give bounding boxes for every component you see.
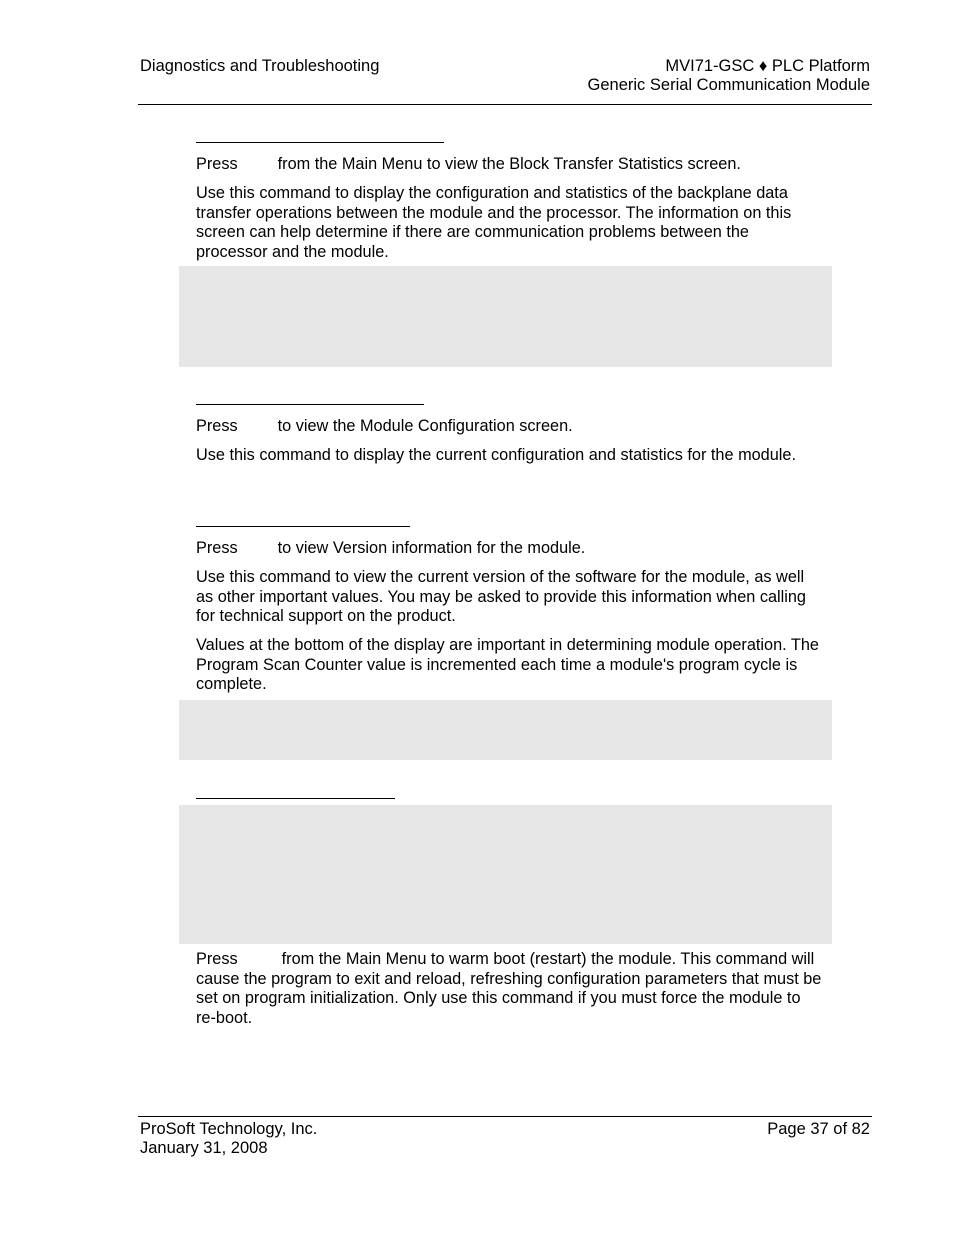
press-word: Press xyxy=(196,950,238,968)
section-heading-underline xyxy=(196,798,395,799)
footer-date: January 31, 2008 xyxy=(140,1139,268,1157)
press-instruction xyxy=(196,155,821,175)
section-heading-underline xyxy=(196,526,410,527)
body-paragraph: Use this command to view the current version of the software for the module, as well as other important values. You may be asked to provide this information when calling for technical support on the product. xyxy=(196,568,806,626)
screen-example-box xyxy=(179,805,832,944)
page-number: Page 37 of 82 xyxy=(767,1120,870,1138)
header-section-title: Diagnostics and Troubleshooting xyxy=(140,57,380,75)
header-rule xyxy=(138,104,872,105)
body-paragraph: Values at the bottom of the display are important in determining module operation. The Program Scan Counter value is incremented each time a module's program cycle is complete. xyxy=(196,636,819,694)
body-paragraph: Use this command to display the current configuration and statistics for the module. xyxy=(196,446,796,464)
press-text: to view the Module Configuration screen. xyxy=(277,417,573,435)
header-product-line1: MVI71-GSC ♦ PLC Platform xyxy=(665,57,870,75)
footer-rule xyxy=(138,1116,872,1117)
press-text: to view Version information for the module. xyxy=(277,539,586,557)
footer-company: ProSoft Technology, Inc. xyxy=(140,1120,318,1138)
header-product xyxy=(588,57,870,95)
screen-example-box xyxy=(179,700,832,760)
press-text: from the Main Menu to view the Block Transfer Statistics screen. xyxy=(277,155,741,173)
press-word: Press xyxy=(196,155,238,173)
section-heading-underline xyxy=(196,142,444,143)
section-heading-underline xyxy=(196,404,424,405)
press-instruction xyxy=(196,417,821,437)
press-word: Press xyxy=(196,539,238,557)
press-text: from the Main Menu to warm boot (restart) the module. This command will cause the program to exit and reload, refreshing configuration parameters that must be set on program initialization. Only use this command if you must force the module to re-boot. xyxy=(196,950,822,1028)
header-product-line2: Generic Serial Communication Module xyxy=(587,76,870,94)
press-word: Press xyxy=(196,417,238,435)
screen-example-box xyxy=(179,266,832,367)
body-paragraph: Use this command to display the configuration and statistics of the backplane data transfer operations between the module and the processor. The information on this screen can help determine if there are communication problems between the processor and the module. xyxy=(196,184,792,262)
press-instruction xyxy=(196,950,824,1029)
press-instruction xyxy=(196,539,821,559)
